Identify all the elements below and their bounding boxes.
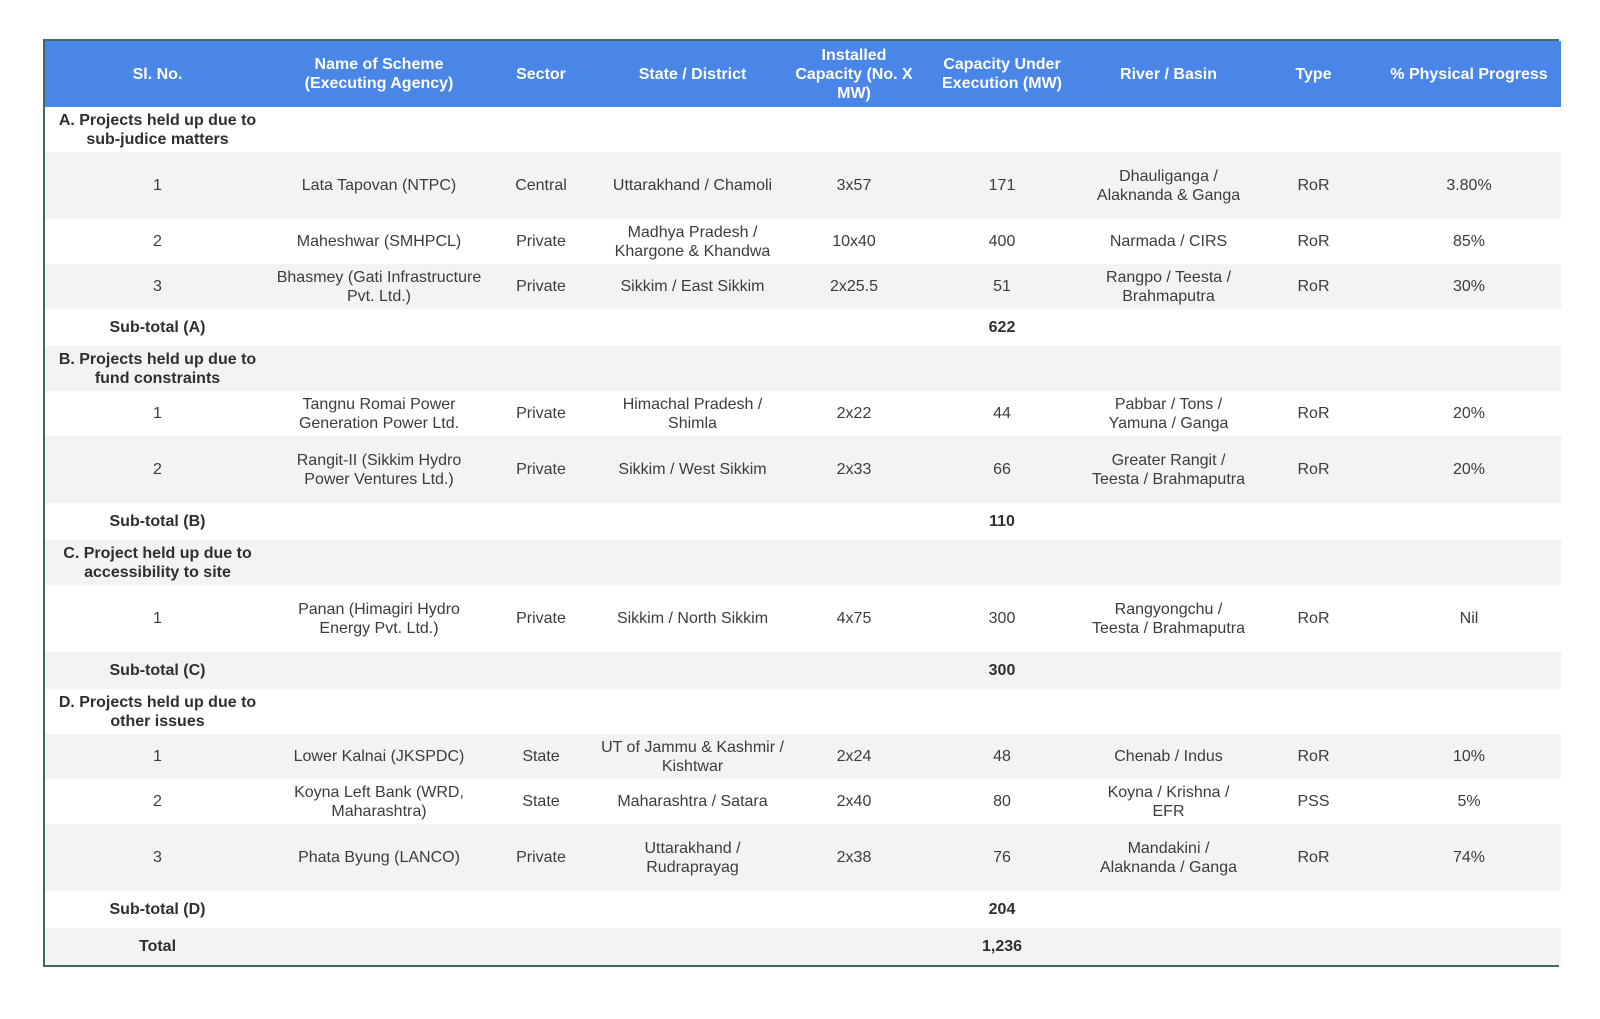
header-row <box>45 41 1561 107</box>
cell-type: RoR <box>1250 734 1377 779</box>
subtotal-label: Sub-total (C) <box>45 652 270 689</box>
table-row <box>45 436 1561 503</box>
projects-table <box>45 41 1561 965</box>
section-title: B. Projects held up due to fund constraints <box>45 346 270 391</box>
cell-state: Sikkim / East Sikkim <box>594 264 791 309</box>
cell-progress: Nil <box>1377 585 1561 652</box>
cell-progress: 20% <box>1377 436 1561 503</box>
subtotal-value: 204 <box>917 891 1087 928</box>
cell-scheme: Rangit-II (Sikkim Hydro Power Ventures Ltd.) <box>270 436 488 503</box>
cell-capacity: 80 <box>917 779 1087 824</box>
cell-scheme: Lower Kalnai (JKSPDC) <box>270 734 488 779</box>
total-value: 1,236 <box>917 928 1087 965</box>
cell-installed: 10x40 <box>791 219 917 264</box>
cell-capacity: 400 <box>917 219 1087 264</box>
subtotal-row-d <box>45 891 1561 928</box>
cell-installed: 2x24 <box>791 734 917 779</box>
cell-scheme: Maheshwar (SMHPCL) <box>270 219 488 264</box>
cell-capacity: 51 <box>917 264 1087 309</box>
cell-state: Uttarakhand / Rudraprayag <box>594 824 791 891</box>
cell-capacity: 44 <box>917 391 1087 436</box>
table-row <box>45 152 1561 219</box>
cell-sl: 1 <box>45 734 270 779</box>
cell-type: RoR <box>1250 585 1377 652</box>
cell-sl: 1 <box>45 152 270 219</box>
section-header-c <box>45 540 1561 585</box>
cell-scheme: Phata Byung (LANCO) <box>270 824 488 891</box>
cell-sl: 2 <box>45 436 270 503</box>
cell-progress: 30% <box>1377 264 1561 309</box>
section-title: C. Project held up due to accessibility to site <box>45 540 270 585</box>
cell-sl: 3 <box>45 824 270 891</box>
cell-sector: Private <box>488 219 594 264</box>
section-title: A. Projects held up due to sub-judice matters <box>45 107 270 152</box>
cell-installed: 2x25.5 <box>791 264 917 309</box>
cell-sl: 3 <box>45 264 270 309</box>
cell-installed: 2x38 <box>791 824 917 891</box>
cell-sector: Central <box>488 152 594 219</box>
table-row <box>45 824 1561 891</box>
cell-river: Koyna / Krishna / EFR <box>1087 779 1250 824</box>
cell-river: Pabbar / Tons / Yamuna / Ganga <box>1087 391 1250 436</box>
subtotal-value: 622 <box>917 309 1087 346</box>
cell-capacity: 48 <box>917 734 1087 779</box>
section-header-a <box>45 107 1561 152</box>
cell-scheme: Lata Tapovan (NTPC) <box>270 152 488 219</box>
cell-sl: 2 <box>45 219 270 264</box>
cell-sl: 1 <box>45 391 270 436</box>
section-header-d <box>45 689 1561 734</box>
cell-type: RoR <box>1250 152 1377 219</box>
header-capacity: Capacity Under Execution (MW) <box>917 41 1087 107</box>
cell-state: Madhya Pradesh / Khargone & Khandwa <box>594 219 791 264</box>
cell-sector: Private <box>488 585 594 652</box>
cell-river: Greater Rangit / Teesta / Brahmaputra <box>1087 436 1250 503</box>
section-title: D. Projects held up due to other issues <box>45 689 270 734</box>
cell-sector: Private <box>488 391 594 436</box>
cell-type: RoR <box>1250 219 1377 264</box>
cell-type: PSS <box>1250 779 1377 824</box>
cell-capacity: 66 <box>917 436 1087 503</box>
header-progress: % Physical Progress <box>1377 41 1561 107</box>
table-row <box>45 585 1561 652</box>
cell-state: Sikkim / West Sikkim <box>594 436 791 503</box>
subtotal-label: Sub-total (A) <box>45 309 270 346</box>
cell-river: Chenab / Indus <box>1087 734 1250 779</box>
cell-installed: 3x57 <box>791 152 917 219</box>
cell-type: RoR <box>1250 824 1377 891</box>
subtotal-row-c <box>45 652 1561 689</box>
cell-sl: 1 <box>45 585 270 652</box>
header-state: State / District <box>594 41 791 107</box>
cell-scheme: Panan (Himagiri Hydro Energy Pvt. Ltd.) <box>270 585 488 652</box>
cell-installed: 2x40 <box>791 779 917 824</box>
cell-river: Mandakini / Alaknanda / Ganga <box>1087 824 1250 891</box>
cell-progress: 3.80% <box>1377 152 1561 219</box>
cell-capacity: 300 <box>917 585 1087 652</box>
header-sl-no: Sl. No. <box>45 41 270 107</box>
cell-state: UT of Jammu & Kashmir / Kishtwar <box>594 734 791 779</box>
cell-progress: 85% <box>1377 219 1561 264</box>
cell-type: RoR <box>1250 391 1377 436</box>
cell-scheme: Bhasmey (Gati Infrastructure Pvt. Ltd.) <box>270 264 488 309</box>
cell-installed: 2x22 <box>791 391 917 436</box>
cell-installed: 2x33 <box>791 436 917 503</box>
cell-sector: State <box>488 779 594 824</box>
projects-table-container <box>43 39 1559 967</box>
cell-scheme: Tangnu Romai Power Generation Power Ltd. <box>270 391 488 436</box>
table-row <box>45 734 1561 779</box>
cell-state: Himachal Pradesh / Shimla <box>594 391 791 436</box>
cell-state: Uttarakhand / Chamoli <box>594 152 791 219</box>
table-row <box>45 391 1561 436</box>
header-scheme: Name of Scheme (Executing Agency) <box>270 41 488 107</box>
subtotal-row-b <box>45 503 1561 540</box>
cell-state: Sikkim / North Sikkim <box>594 585 791 652</box>
cell-sector: Private <box>488 264 594 309</box>
cell-installed: 4x75 <box>791 585 917 652</box>
subtotal-value: 110 <box>917 503 1087 540</box>
cell-sector: Private <box>488 436 594 503</box>
table-row <box>45 264 1561 309</box>
table-row <box>45 779 1561 824</box>
cell-river: Rangpo / Teesta / Brahmaputra <box>1087 264 1250 309</box>
cell-sector: State <box>488 734 594 779</box>
subtotal-label: Sub-total (B) <box>45 503 270 540</box>
cell-state: Maharashtra / Satara <box>594 779 791 824</box>
cell-river: Rangyongchu / Teesta / Brahmaputra <box>1087 585 1250 652</box>
subtotal-value: 300 <box>917 652 1087 689</box>
cell-progress: 10% <box>1377 734 1561 779</box>
cell-sector: Private <box>488 824 594 891</box>
cell-type: RoR <box>1250 264 1377 309</box>
section-header-b <box>45 346 1561 391</box>
header-river: River / Basin <box>1087 41 1250 107</box>
header-type: Type <box>1250 41 1377 107</box>
total-label: Total <box>45 928 270 965</box>
total-row <box>45 928 1561 965</box>
cell-sl: 2 <box>45 779 270 824</box>
cell-river: Narmada / CIRS <box>1087 219 1250 264</box>
cell-progress: 20% <box>1377 391 1561 436</box>
table-row <box>45 219 1561 264</box>
cell-type: RoR <box>1250 436 1377 503</box>
subtotal-label: Sub-total (D) <box>45 891 270 928</box>
cell-capacity: 171 <box>917 152 1087 219</box>
cell-progress: 5% <box>1377 779 1561 824</box>
header-sector: Sector <box>488 41 594 107</box>
cell-progress: 74% <box>1377 824 1561 891</box>
cell-river: Dhauliganga / Alaknanda & Ganga <box>1087 152 1250 219</box>
cell-scheme: Koyna Left Bank (WRD, Maharashtra) <box>270 779 488 824</box>
subtotal-row-a <box>45 309 1561 346</box>
header-installed: Installed Capacity (No. X MW) <box>791 41 917 107</box>
cell-capacity: 76 <box>917 824 1087 891</box>
